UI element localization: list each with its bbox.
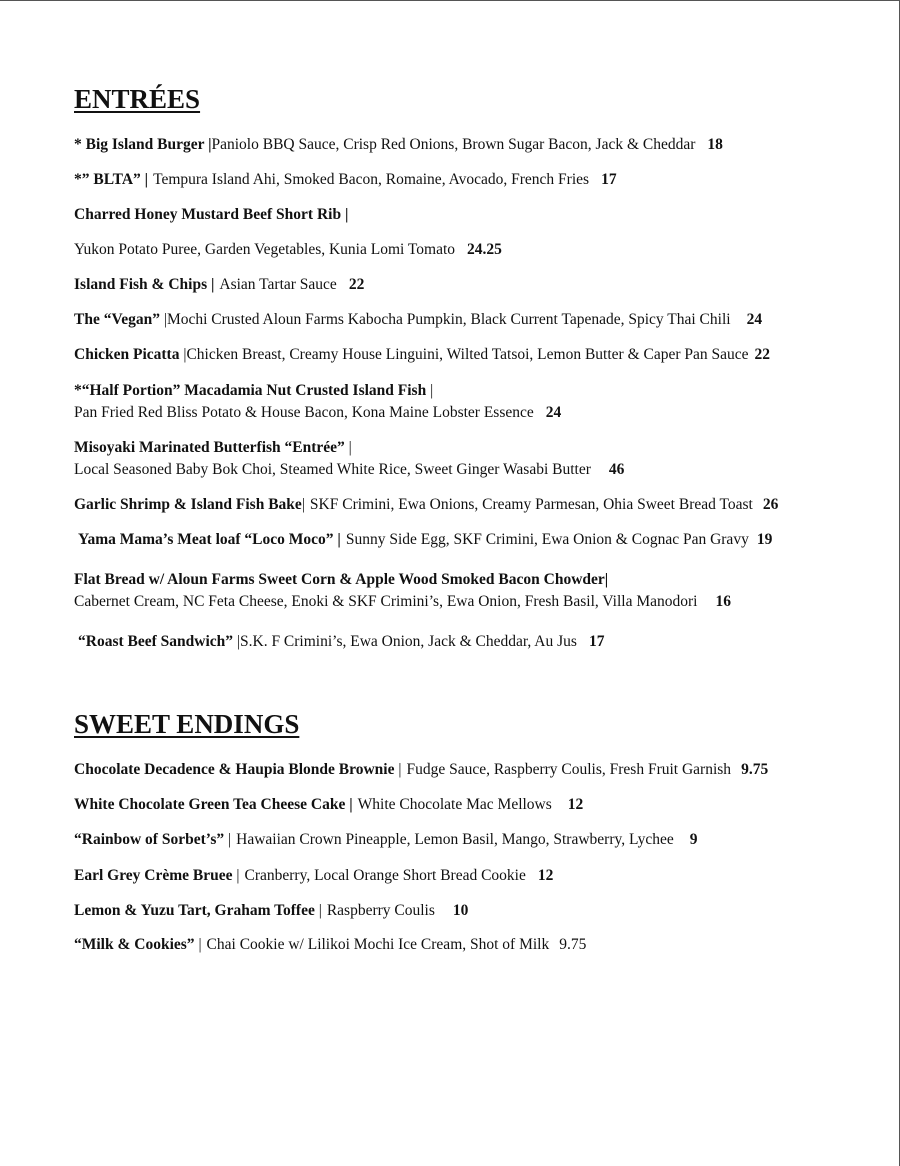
item-price: 22 [754, 346, 771, 363]
item-name: Misoyaki Marinated Butterfish “Entrée” [74, 439, 345, 456]
item-name: Lemon & Yuzu Tart, Graham Toffee [74, 902, 315, 919]
item-name: *” BLTA” | [74, 171, 149, 188]
menu-item-butterfish-desc [74, 460, 624, 480]
menu-item-vegan [74, 310, 762, 330]
item-name: Earl Grey Crème Bruee [74, 867, 233, 884]
menu-item-chocolate-decadence [74, 760, 768, 780]
item-name: “Rainbow of Sorbet’s” [74, 831, 225, 848]
item-price: 24.25 [467, 241, 502, 258]
item-separator: | [426, 382, 434, 399]
menu-item-short-rib-name [74, 205, 348, 225]
item-name: Chicken Picatta [74, 346, 180, 363]
menu-item-milk-and-cookies [74, 935, 586, 955]
item-description: Raspberry Coulis [326, 902, 435, 919]
item-price: 9.75 [741, 761, 769, 778]
menu-item-loco-moco [78, 530, 772, 550]
menu-item-earl-grey-creme [74, 866, 553, 886]
item-description: Cranberry, Local Orange Short Bread Cookie [244, 867, 526, 884]
item-name: Chocolate Decadence & Haupia Blonde Brownie [74, 761, 395, 778]
item-description: Local Seasoned Baby Bok Choi, Steamed White Rice, Sweet Ginger Wasabi Butter [74, 461, 591, 478]
item-price: 9.75 [559, 936, 587, 953]
menu-item-big-island-burger [74, 135, 723, 155]
menu-item-mac-nut-fish-desc [74, 403, 561, 423]
item-price: 46 [608, 461, 625, 478]
item-description: Paniolo BBQ Sauce, Crisp Red Onions, Brown Sugar Bacon, Jack & Cheddar [211, 136, 696, 153]
item-description: White Chocolate Mac Mellows [357, 796, 552, 813]
item-name: Garlic Shrimp & Island Fish Bake [74, 496, 302, 513]
item-price: 10 [452, 902, 469, 919]
item-separator: | [159, 311, 167, 328]
item-separator: | [314, 902, 322, 919]
item-description: Pan Fried Red Bliss Potato & House Bacon, Kona Maine Lobster Essence [74, 404, 534, 421]
item-price: 17 [601, 171, 617, 188]
item-description: Fudge Sauce, Raspberry Coulis, Fresh Fruit Garnish [406, 761, 732, 778]
page-border-top [0, 0, 900, 1]
item-separator: | [344, 439, 352, 456]
item-description: Chicken Breast, Creamy House Linguini, Wilted Tatsoi, Lemon Butter & Caper Pan Sauce [186, 346, 749, 363]
item-price: 16 [715, 593, 731, 610]
item-name: Flat Bread w/ Aloun Farms Sweet Corn & Apple Wood Smoked Bacon Chowder| [74, 571, 609, 588]
menu-item-garlic-shrimp [74, 495, 778, 515]
menu-item-fish-and-chips [74, 275, 364, 295]
item-description: Hawaiian Crown Pineapple, Lemon Basil, Mango, Strawberry, Lychee [236, 831, 674, 848]
menu-item-blta [74, 170, 617, 190]
menu-item-roast-beef [78, 632, 604, 652]
item-description: SKF Crimini, Ewa Onions, Creamy Parmesan, Ohia Sweet Bread Toast [309, 496, 753, 513]
menu-item-green-tea-cheese-cake [74, 795, 583, 815]
menu-item-chicken-picatta [74, 345, 770, 365]
item-separator: | [301, 496, 305, 513]
item-name: *“Half Portion” Macadamia Nut Crusted Island Fish [74, 382, 427, 399]
menu-item-mac-nut-fish-name [74, 381, 433, 401]
item-separator: | [179, 346, 187, 363]
item-price: 18 [707, 136, 723, 153]
item-price: 12 [537, 867, 554, 884]
item-description: Cabernet Cream, NC Feta Cheese, Enoki & SKF Crimini’s, Ewa Onion, Fresh Basil, Villa Manodori [74, 593, 698, 610]
item-name: Charred Honey Mustard Beef Short Rib | [74, 206, 349, 223]
item-price: 22 [348, 276, 365, 293]
menu-item-flat-bread-desc [74, 592, 731, 612]
item-name: “Roast Beef Sandwich” [78, 633, 234, 650]
item-description: Yukon Potato Puree, Garden Vegetables, Kunia Lomi Tomato [74, 241, 456, 258]
item-price: 12 [567, 796, 584, 813]
menu-item-butterfish-name [74, 438, 352, 458]
item-name: The “Vegan” [74, 311, 160, 328]
item-description: Mochi Crusted Aloun Farms Kabocha Pumpkin, Black Current Tapenade, Spicy Thai Chili [166, 311, 731, 328]
entrees-heading: ENTRÉES [74, 84, 201, 114]
item-separator: | [233, 633, 240, 650]
item-name: White Chocolate Green Tea Cheese Cake | [74, 796, 353, 813]
item-price: 24 [545, 404, 562, 421]
item-name: * Big Island Burger [74, 136, 205, 153]
menu-item-short-rib-desc [74, 240, 502, 260]
menu-item-rainbow-sorbets [74, 830, 698, 850]
item-description: Asian Tartar Sauce [219, 276, 337, 293]
item-separator: | [194, 936, 202, 953]
item-separator: | [232, 867, 240, 884]
menu-item-flat-bread-name [74, 570, 608, 590]
item-description: Chai Cookie w/ Lilikoi Mochi Ice Cream, Shot of Milk [206, 936, 550, 953]
menu-item-lemon-yuzu-tart [74, 901, 468, 921]
item-name: Yama Mama’s Meat loaf “Loco Moco” | [78, 531, 341, 548]
item-separator: | [204, 136, 212, 153]
item-price: 24 [746, 311, 763, 328]
item-price: 19 [756, 531, 773, 548]
item-price: 26 [762, 496, 779, 513]
item-name: “Milk & Cookies” [74, 936, 195, 953]
item-description: S.K. F Crimini’s, Ewa Onion, Jack & Cheddar, Au Jus [240, 633, 577, 650]
item-description: Sunny Side Egg, SKF Crimini, Ewa Onion & Cognac Pan Gravy [345, 531, 749, 548]
item-separator: | [224, 831, 232, 848]
item-separator: | [394, 761, 402, 778]
item-description: Tempura Island Ahi, Smoked Bacon, Romaine, Avocado, French Fries [153, 171, 590, 188]
item-price: 9 [689, 831, 698, 848]
item-name: Island Fish & Chips | [74, 276, 215, 293]
item-price: 17 [588, 633, 605, 650]
sweet-endings-heading: SWEET ENDINGS [74, 709, 300, 739]
